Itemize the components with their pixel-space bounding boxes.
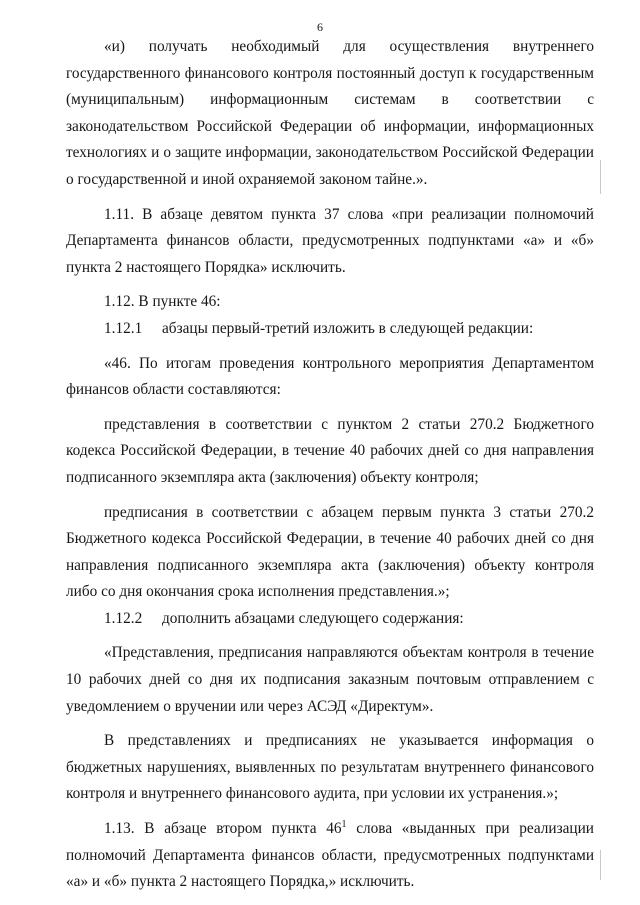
paragraph-46: «46. По итогам проведения контрольного мероприятия Департаментом финансов области составляются:: [66, 354, 594, 399]
paragraph-1-12-2: [66, 606, 594, 633]
item-text: дополнить абзацами следующего содержания:: [162, 609, 464, 627]
paragraph-violations: В представлениях и предписаниях не указывается информация о бюджетных нарушениях, выявленных по результатам внутреннего финансового контроля и внутреннего финансового аудита, при условии их устранения.»;: [66, 732, 594, 803]
paragraph-1-11: 1.11. В абзаце девятом пункта 37 слова «при реализации полномочий Департамента финансов области, предусмотренных подпунктами «а» и «б» пункта 2 настоящего Порядка» исключить.: [66, 205, 594, 276]
paragraph-text-end: слова «выданных при реализации полномочий Департамента финансов области, предусмотренных подпунктами «а» и «б» пункта 2 настоящего Порядка,» исключить.: [66, 820, 594, 891]
superscript-index: 1: [341, 819, 347, 831]
item-number: 1.12.1: [104, 319, 143, 337]
paragraph-1-12-1: [66, 316, 594, 343]
item-text: абзацы первый-третий изложить в следующей редакции:: [162, 319, 534, 337]
document-body: [66, 34, 594, 896]
paragraph-1-13: [66, 816, 594, 896]
paragraph-representations: представления в соответствии с пунктом 2 статьи 270.2 Бюджетного кодекса Российской Федерации, в течение 40 рабочих дней со дня направления подписанного экземпляра акта (заключения) объекту контроля;: [66, 415, 594, 486]
paragraph-prescriptions: предписания в соответствии с абзацем первым пункта 3 статьи 270.2 Бюджетного кодекса Российской Федерации, в течение 40 рабочих дней со дня направления подписанного экземпляра акта (заключения) объекту контроля либо со дня окончания срока исполнения представления.»;: [66, 503, 594, 601]
scan-edge-mark: [600, 850, 601, 880]
paragraph-text-start: 1.13. В абзаце втором пункта 46: [104, 820, 342, 838]
item-number: 1.12.2: [104, 609, 143, 627]
paragraph-1-12: 1.12. В пункте 46:: [104, 293, 221, 311]
paragraph-clause-i: «и) получать необходимый для осуществления внутреннего государственного финансового контроля постоянный доступ к государственным (муниципальным) информационным системам в соответствии с законодательством Российской Федерации об информации, информационных технологиях и о защите информации, законодательством Российской Федерации о государственной и иной охраняемой законом тайне.».: [66, 38, 594, 188]
page-number: 6: [317, 20, 323, 34]
scan-edge-mark: [600, 160, 601, 194]
paragraph-sending: «Представления, предписания направляются объектам контроля в течение 10 рабочих дней со дня их подписания заказным почтовым отправлением с уведомлением о вручении или через АСЭД «Директум».: [66, 644, 594, 715]
